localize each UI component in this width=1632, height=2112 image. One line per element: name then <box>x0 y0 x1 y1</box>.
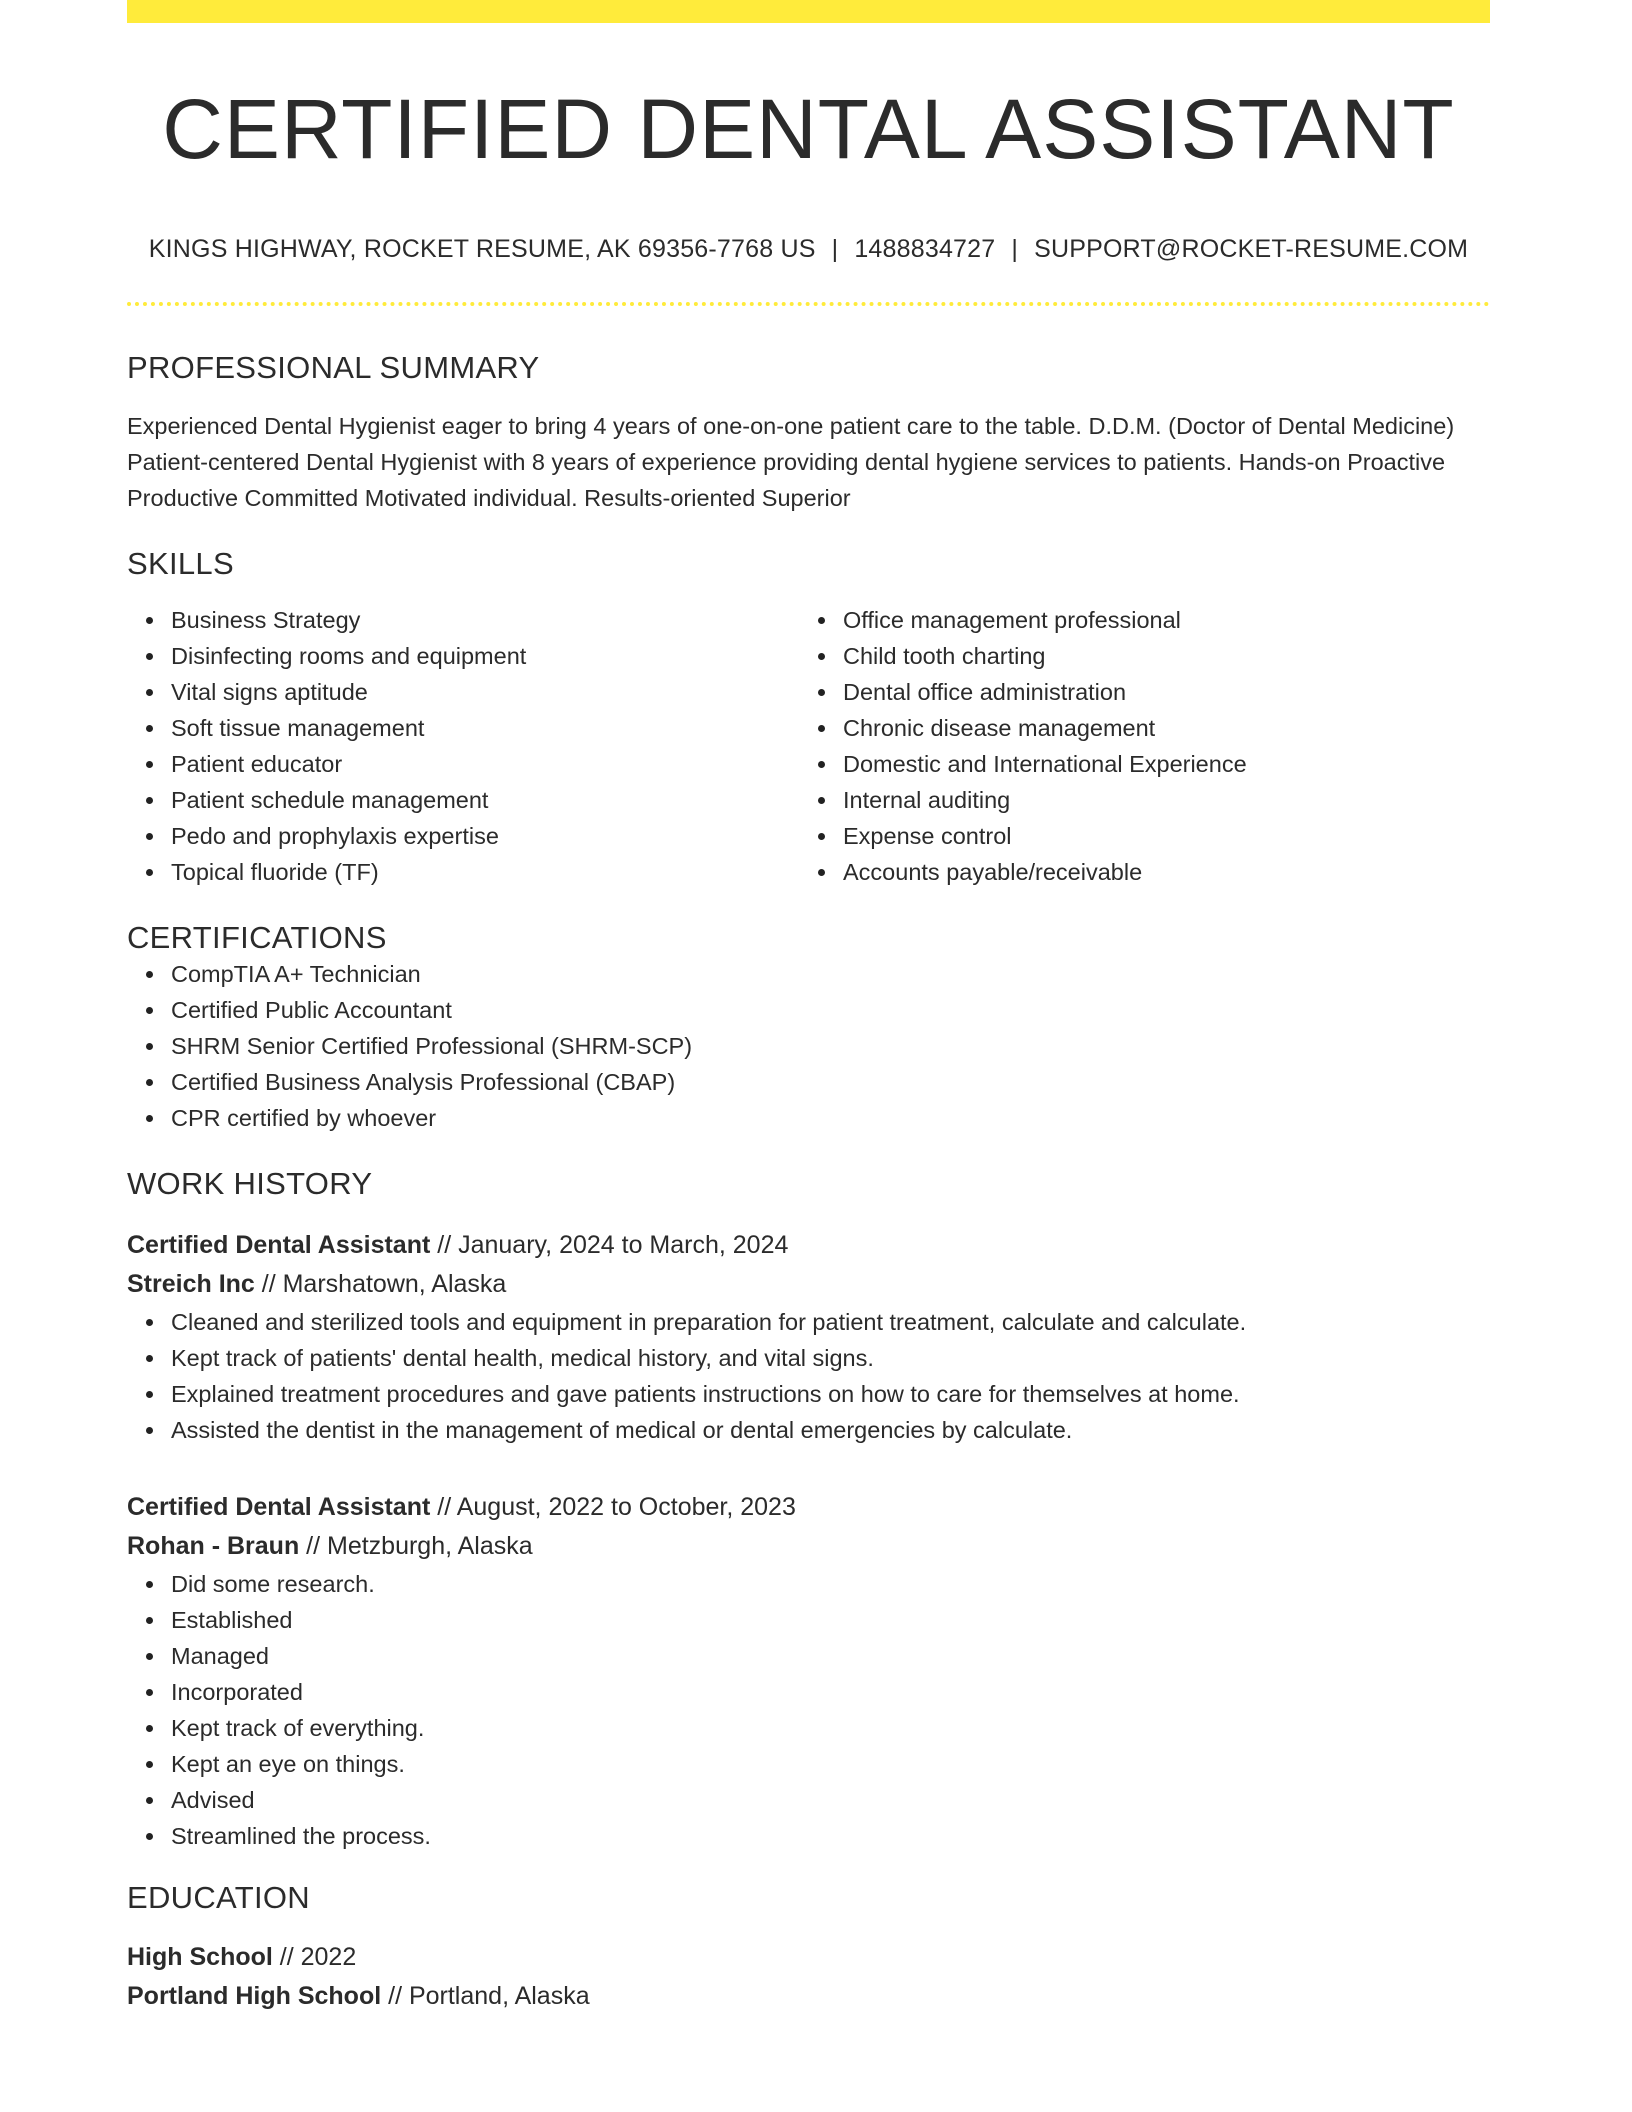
certification-item: CompTIA A+ Technician <box>171 956 1490 992</box>
skills-list-left <box>127 602 799 890</box>
skills-grid <box>127 602 1490 890</box>
job-company-line <box>127 1527 1490 1566</box>
accent-bar <box>127 0 1490 23</box>
job-entry <box>127 1488 1490 1854</box>
job-role: Certified Dental Assistant <box>127 1493 431 1522</box>
job-duties-list <box>127 1304 1490 1448</box>
job-duty: Established <box>171 1602 1490 1638</box>
contact-email: SUPPORT@ROCKET-RESUME.COM <box>1034 235 1469 264</box>
job-duty: Advised <box>171 1782 1490 1818</box>
certification-item: SHRM Senior Certified Professional (SHRM-SCP) <box>171 1028 1490 1064</box>
education-degree-line <box>127 1938 1490 1977</box>
job-dates: // August, 2022 to October, 2023 <box>430 1493 796 1522</box>
job-company-line <box>127 1265 1490 1304</box>
job-entry <box>127 1226 1490 1448</box>
skill-item: Internal auditing <box>843 782 1471 818</box>
job-location: // Metzburgh, Alaska <box>299 1532 533 1561</box>
dotted-divider <box>127 302 1490 306</box>
contact-line <box>127 235 1490 264</box>
skill-item: Business Strategy <box>171 602 799 638</box>
certification-item: CPR certified by whoever <box>171 1100 1490 1136</box>
summary-text: Experienced Dental Hygienist eager to bring 4 years of one-on-one patient care to the table. D.D.M. (Doctor of Dental Medicine) Patient-centered Dental Hygienist with 8 years of experience providing dental hygiene services to patients. Hands-on Proactive Productive Committed Motivated individual. Results-oriented Superior <box>127 413 1455 512</box>
job-location: // Marshatown, Alaska <box>254 1270 507 1299</box>
job-role: Certified Dental Assistant <box>127 1231 431 1260</box>
resume-page <box>127 0 1490 2016</box>
resume-title: CERTIFIED DENTAL ASSISTANT <box>162 82 1455 176</box>
education-school: Portland High School <box>127 1982 382 2011</box>
job-dates: // January, 2024 to March, 2024 <box>430 1231 789 1260</box>
skill-item: Chronic disease management <box>843 710 1471 746</box>
contact-phone: 1488834727 <box>854 235 996 264</box>
education-school-line <box>127 1977 1490 2016</box>
certification-item: Certified Public Accountant <box>171 992 1490 1028</box>
skills-heading: SKILLS <box>127 546 234 582</box>
job-title-line <box>127 1226 1490 1265</box>
skill-item: Patient educator <box>171 746 799 782</box>
certifications-heading: CERTIFICATIONS <box>127 920 387 956</box>
skill-item: Vital signs aptitude <box>171 674 799 710</box>
job-company: Rohan - Braun <box>127 1532 300 1561</box>
education-degree: High School <box>127 1943 273 1972</box>
education-year: // 2022 <box>272 1943 357 1972</box>
skill-item: Expense control <box>843 818 1471 854</box>
education-location: // Portland, Alaska <box>381 1982 590 2011</box>
skills-list-right <box>799 602 1471 890</box>
job-duty: Incorporated <box>171 1674 1490 1710</box>
contact-separator: | <box>1011 235 1019 264</box>
work-history-heading: WORK HISTORY <box>127 1166 373 1202</box>
job-duty: Streamlined the process. <box>171 1818 1490 1854</box>
certifications-list <box>127 956 1490 1136</box>
skill-item: Child tooth charting <box>843 638 1471 674</box>
job-duty: Assisted the dentist in the management of medical or dental emergencies by calculate. <box>171 1412 1490 1448</box>
job-duty: Did some research. <box>171 1566 1490 1602</box>
skill-item: Disinfecting rooms and equipment <box>171 638 799 674</box>
skills-column-left <box>127 602 799 890</box>
contact-address: KINGS HIGHWAY, ROCKET RESUME, AK 69356-7768 US <box>148 235 816 264</box>
job-duty: Kept an eye on things. <box>171 1746 1490 1782</box>
job-title-line <box>127 1488 1490 1527</box>
job-duty: Explained treatment procedures and gave patients instructions on how to care for themselves at home. <box>171 1376 1490 1412</box>
skill-item: Accounts payable/receivable <box>843 854 1471 890</box>
skill-item: Patient schedule management <box>171 782 799 818</box>
job-duties-list <box>127 1566 1490 1854</box>
skill-item: Dental office administration <box>843 674 1471 710</box>
skills-column-right <box>799 602 1471 890</box>
summary-heading: PROFESSIONAL SUMMARY <box>127 350 540 386</box>
skill-item: Office management professional <box>843 602 1471 638</box>
education-heading: EDUCATION <box>127 1880 310 1916</box>
education-entry <box>127 1938 1490 2016</box>
job-duty: Cleaned and sterilized tools and equipment in preparation for patient treatment, calculate and calculate. <box>171 1304 1490 1340</box>
job-duty: Kept track of patients' dental health, medical history, and vital signs. <box>171 1340 1490 1376</box>
certification-item: Certified Business Analysis Professional (CBAP) <box>171 1064 1490 1100</box>
job-company: Streich Inc <box>127 1270 255 1299</box>
job-duty: Managed <box>171 1638 1490 1674</box>
contact-separator: | <box>831 235 839 264</box>
skill-item: Topical fluoride (TF) <box>171 854 799 890</box>
skill-item: Pedo and prophylaxis expertise <box>171 818 799 854</box>
skill-item: Soft tissue management <box>171 710 799 746</box>
skill-item: Domestic and International Experience <box>843 746 1471 782</box>
job-duty: Kept track of everything. <box>171 1710 1490 1746</box>
